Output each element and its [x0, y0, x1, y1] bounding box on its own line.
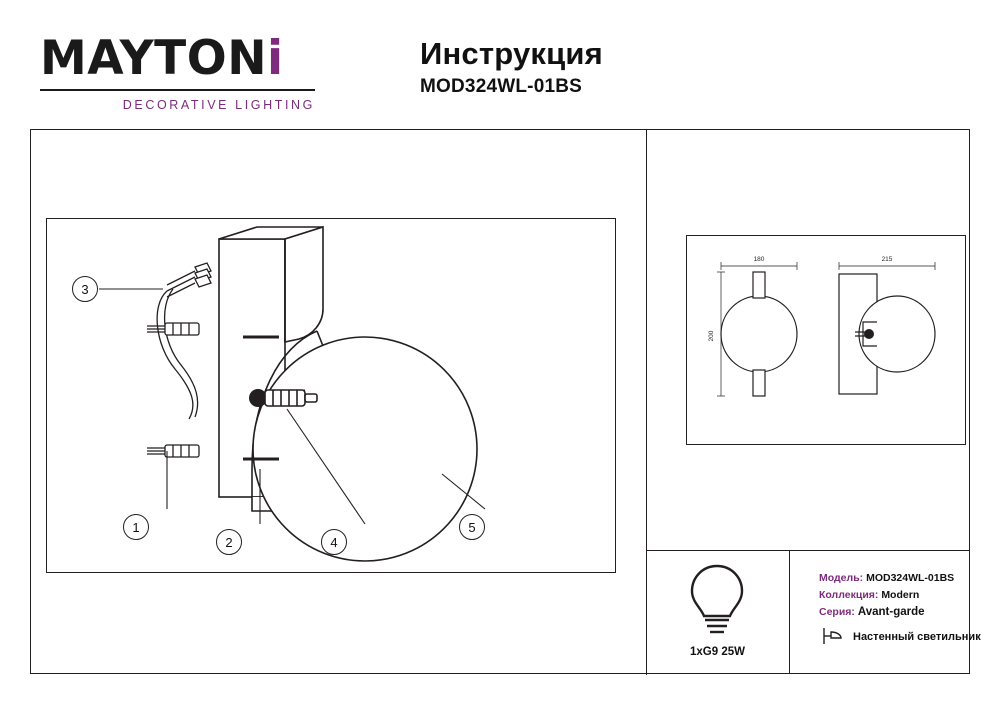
spec-collection-key: Коллекция: — [819, 589, 879, 601]
dimension-drawing-box — [686, 235, 966, 445]
dimension-front-width: 180 — [753, 256, 765, 263]
lamp-spec-label: 1xG9 25W — [690, 646, 745, 658]
brand-accent-letter: i — [267, 31, 284, 86]
callout-3: 3 — [72, 276, 98, 302]
callout-2: 2 — [216, 529, 242, 555]
dimension-drawing — [687, 236, 965, 444]
page-header — [0, 0, 1000, 130]
wall-lamp-icon — [821, 627, 847, 650]
dimension-side-width: 215 — [881, 256, 893, 263]
brand-name: MAYTONi — [40, 31, 284, 86]
spec-model-key: Модель: — [819, 572, 864, 584]
spec-series-key: Серия: — [819, 606, 855, 618]
spec-row-collection — [819, 587, 970, 604]
spec-model-value: MOD324WL-01BS — [866, 572, 955, 584]
spec-collection-value: Modern — [881, 589, 920, 601]
dimension-front-height: 200 — [708, 330, 715, 342]
brand-logo — [40, 31, 370, 112]
spec-row-series — [819, 604, 970, 621]
callout-4: 4 — [321, 529, 347, 555]
callout-1: 1 — [123, 514, 149, 540]
brand-divider — [40, 89, 315, 91]
product-code: MOD324WL-01BS — [420, 76, 583, 97]
brand-tagline: DECORATIVE LIGHTING — [122, 98, 315, 112]
assembly-illustration-box — [46, 218, 616, 573]
bulb-icon — [646, 550, 789, 646]
callout-5: 5 — [459, 514, 485, 540]
lamp-info-cell — [646, 550, 789, 674]
product-spec-cell — [790, 550, 981, 674]
content-frame — [30, 129, 981, 674]
spec-row-model — [819, 570, 970, 587]
spec-row-type — [819, 629, 981, 645]
page-title: Инструкция — [420, 36, 603, 71]
spec-type-value: Настенный светильник — [853, 631, 981, 643]
spec-series-value: Avant-garde — [857, 606, 925, 618]
